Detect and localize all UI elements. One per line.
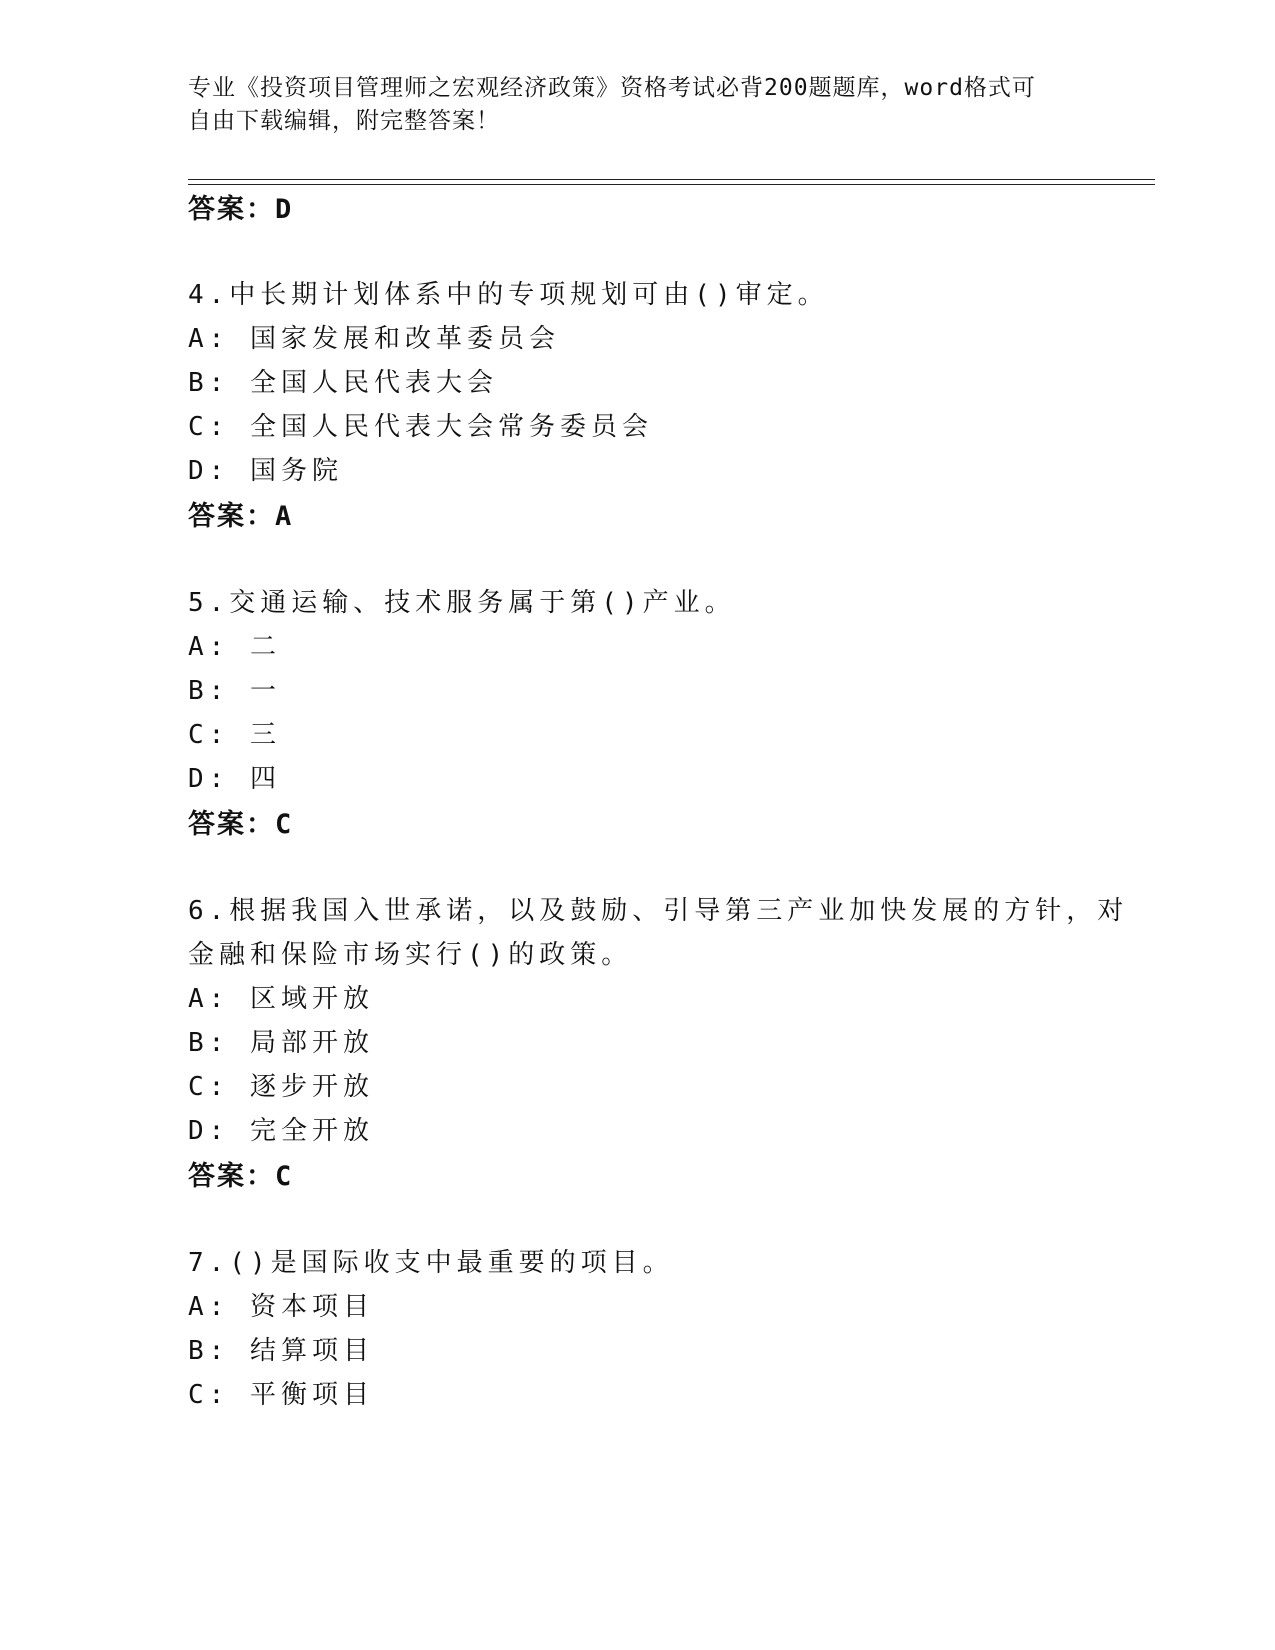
question-4-option-a: A: 国家发展和改革委员会 <box>188 324 560 354</box>
question-6-stem-line-2: 金融和保险市场实行()的政策。 <box>188 940 633 970</box>
question-7-stem: 7.()是国际收支中最重要的项目。 <box>188 1248 674 1278</box>
question-5-option-b: B: 一 <box>188 676 281 706</box>
header-line-1: 专业《投资项目管理师之宏观经济政策》资格考试必背200题题库，word格式可 <box>188 75 1036 101</box>
question-4-option-d: D: 国务院 <box>188 456 343 486</box>
header-line-2: 自由下载编辑，附完整答案！ <box>188 108 500 134</box>
question-6-option-d: D: 完全开放 <box>188 1116 374 1146</box>
header-divider-top <box>188 179 1155 180</box>
question-6-option-b: B: 局部开放 <box>188 1028 374 1058</box>
question-4-answer: 答案：A <box>188 501 294 532</box>
question-6-stem-line-1: 6.根据我国入世承诺，以及鼓励、引导第三产业加快发展的方针，对 <box>188 896 1129 926</box>
question-4-stem: 4.中长期计划体系中的专项规划可由()审定。 <box>188 280 829 310</box>
question-6-option-c: C: 逐步开放 <box>188 1072 374 1102</box>
question-5-option-d: D: 四 <box>188 764 281 794</box>
header-divider-bottom <box>188 184 1155 185</box>
question-4-option-b: B: 全国人民代表大会 <box>188 368 498 398</box>
question-5-stem: 5.交通运输、技术服务属于第()产业。 <box>188 588 736 618</box>
document-header <box>188 72 1088 138</box>
question-7-option-b: B: 结算项目 <box>188 1336 374 1366</box>
previous-answer: 答案：D <box>188 194 294 225</box>
question-5-answer: 答案：C <box>188 809 294 840</box>
question-7-option-a: A: 资本项目 <box>188 1292 374 1322</box>
question-6-option-a: A: 区域开放 <box>188 984 374 1014</box>
question-4-option-c: C: 全国人民代表大会常务委员会 <box>188 412 653 442</box>
question-7-option-c: C: 平衡项目 <box>188 1380 374 1410</box>
question-6-answer: 答案：C <box>188 1161 294 1192</box>
question-5-option-c: C: 三 <box>188 720 281 750</box>
question-5-option-a: A: 二 <box>188 632 281 662</box>
